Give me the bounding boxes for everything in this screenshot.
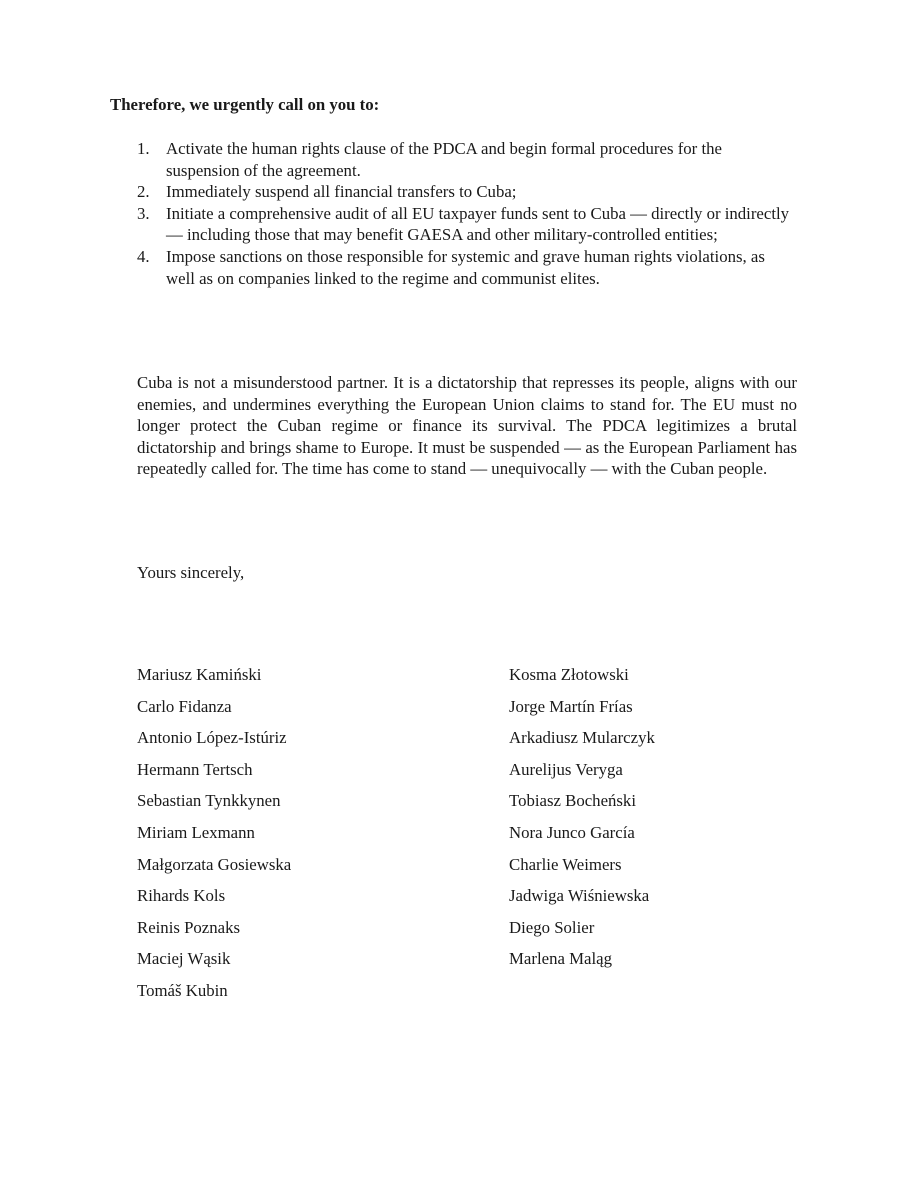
signatory-name: Tomáš Kubin xyxy=(137,980,228,1000)
demand-item xyxy=(137,138,797,181)
signatory-name: Diego Solier xyxy=(509,917,595,937)
signatory-name: Nora Junco García xyxy=(509,822,635,842)
demand-item xyxy=(137,246,797,289)
demand-text: Initiate a comprehensive audit of all EU taxpayer funds sent to Cuba — directly or indirectly — including those that may benefit GAESA and other military-controlled entities; xyxy=(166,203,790,245)
signatories-right-column xyxy=(509,664,655,980)
signatories-left-column xyxy=(137,664,291,1012)
signatory-name: Sebastian Tynkkynen xyxy=(137,791,281,811)
signatory-name: Jadwiga Wiśniewska xyxy=(509,886,650,906)
signatory-name: Charlie Weimers xyxy=(509,854,622,874)
signatory-name: Małgorzata Gosiewska xyxy=(137,854,292,874)
signatory-name: Maciej Wąsik xyxy=(137,949,231,969)
demand-item xyxy=(137,181,797,203)
demand-text: Impose sanctions on those responsible for systemic and grave human rights violations, as well as on companies linked to the regime and communist elites. xyxy=(166,246,765,288)
signatory-name: Antonio López-Istúriz xyxy=(137,728,287,748)
signatory-name: Miriam Lexmann xyxy=(137,822,255,842)
demand-item xyxy=(137,203,797,246)
demand-text: Immediately suspend all financial transfers to Cuba; xyxy=(166,182,517,202)
signatory-name: Reinis Poznaks xyxy=(137,917,241,937)
signatory-name: Mariusz Kamiński xyxy=(137,665,262,684)
demand-number: 2. xyxy=(137,182,150,202)
signatory-name: Aurelijus Veryga xyxy=(509,759,623,779)
signatory-name: Tobiasz Bocheński xyxy=(509,791,636,811)
signatory-name: Hermann Tertsch xyxy=(137,759,253,779)
call-to-action-heading: Therefore, we urgently call on you to: xyxy=(110,95,380,114)
signatory-name: Jorge Martín Frías xyxy=(509,696,633,716)
signatory-name: Marlena Maląg xyxy=(509,949,612,969)
demand-text: Activate the human rights clause of the PDCA and begin formal procedures for the suspension of the agreement. xyxy=(166,139,722,180)
closing-paragraph: Cuba is not a misunderstood partner. It is a dictatorship that represses its people, aligns with our enemies, and undermines everything the European Union claims to stand for. The EU must no longer protect the Cuban regime or finance its survival. The PDCA legitimizes a brutal dictatorship and brings shame to Europe. It must be suspended — as the European Parliament has repeatedly called for. The time has come to stand — unequivocally — with the Cuban people. xyxy=(137,373,797,479)
signatory-name: Kosma Złotowski xyxy=(509,665,629,684)
signatory-name: Arkadiusz Mularczyk xyxy=(509,728,655,748)
demand-number: 1. xyxy=(137,139,150,158)
salutation: Yours sincerely, xyxy=(137,563,245,582)
signatory-name: Rihards Kols xyxy=(137,886,226,906)
demands-list xyxy=(137,138,797,289)
signatory-name: Carlo Fidanza xyxy=(137,696,232,716)
demand-number: 3. xyxy=(137,203,150,223)
demand-number: 4. xyxy=(137,246,150,266)
